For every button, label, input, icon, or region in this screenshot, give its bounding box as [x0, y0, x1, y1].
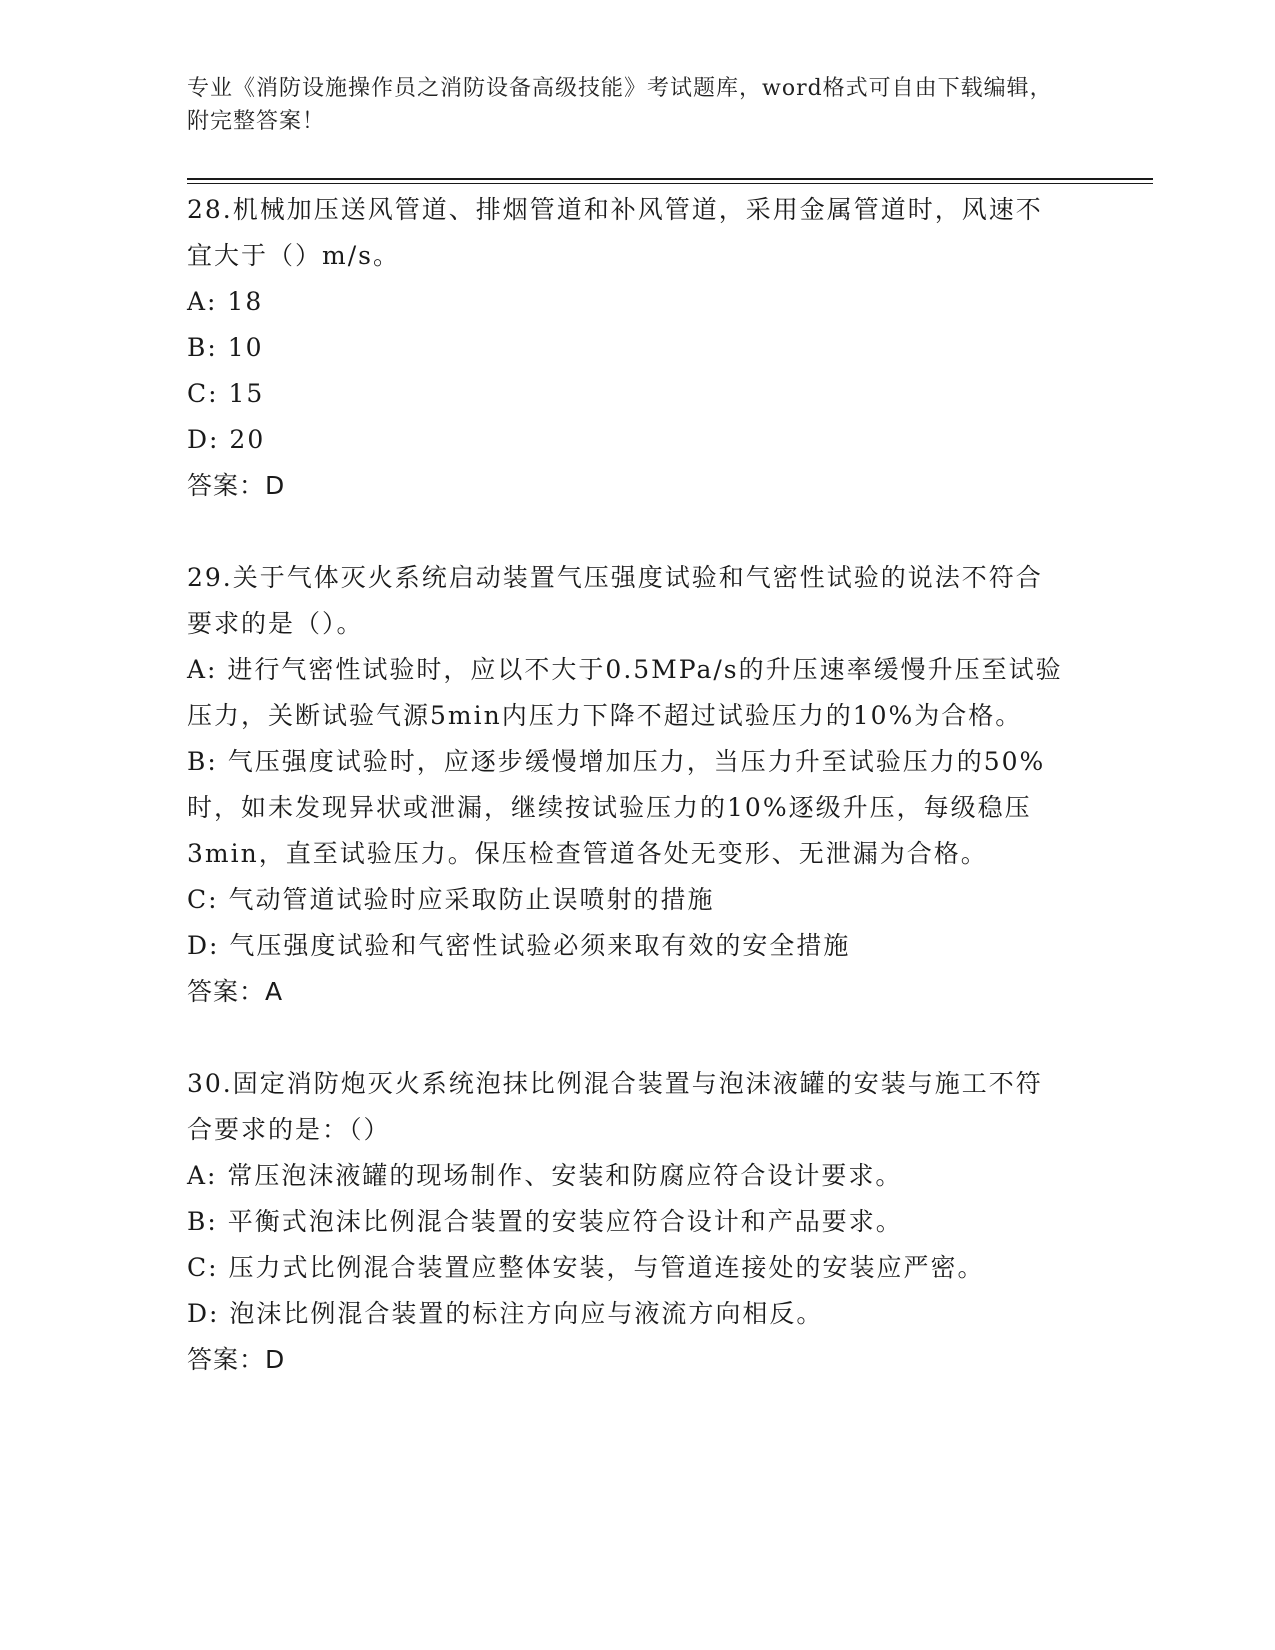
option-b: B: 10: [187, 333, 264, 362]
question-stem: 28.机械加压送风管道、排烟管道和补风管道，采用金属管道时，风速不宜大于（）m/s。: [187, 195, 1043, 270]
header-divider: [187, 178, 1153, 184]
question-list: [187, 187, 1067, 1383]
option-a: A: 18: [187, 287, 264, 316]
option-d: D: 20: [187, 425, 266, 454]
question-stem: 29.关于气体灭火系统启动装置气压强度试验和气密性试验的说法不符合要求的是（）。: [187, 563, 1043, 638]
question-30: [187, 1061, 1067, 1383]
option-c: C: 15: [187, 379, 265, 408]
question-28: [187, 187, 1067, 509]
option-c: C: 气动管道试验时应采取防止误喷射的措施: [187, 885, 715, 914]
option-c: C: 压力式比例混合装置应整体安装，与管道连接处的安装应严密。: [187, 1253, 985, 1282]
answer-line: 答案：A: [187, 977, 284, 1006]
answer-line: 答案：D: [187, 471, 286, 500]
header-text: 专业《消防设施操作员之消防设备高级技能》考试题库，word格式可自由下载编辑，附完整答案！: [187, 76, 1053, 134]
option-d: D: 泡沫比例混合装置的标注方向应与液流方向相反。: [187, 1299, 824, 1328]
document-header: [187, 72, 1067, 138]
question-29: [187, 555, 1067, 1015]
option-a: A: 常压泡沫液罐的现场制作、安装和防腐应符合设计要求。: [187, 1161, 903, 1190]
answer-line: 答案：D: [187, 1345, 286, 1374]
option-b: B: 气压强度试验时，应逐步缓慢增加压力，当压力升至试验压力的50%时，如未发现异状或泄漏，继续按试验压力的10%逐级升压，每级稳压3min，直至试验压力。保压检查管道各处无变形、无泄漏为合格。: [187, 747, 1046, 868]
question-stem: 30.固定消防炮灭火系统泡抹比例混合装置与泡沫液罐的安装与施工不符合要求的是：（）: [187, 1069, 1043, 1144]
option-d: D: 气压强度试验和气密性试验必须来取有效的安全措施: [187, 931, 851, 960]
option-b: B: 平衡式泡沫比例混合装置的安装应符合设计和产品要求。: [187, 1207, 903, 1236]
option-a: A: 进行气密性试验时，应以不大于0.5MPa/s的升压速率缓慢升压至试验压力，关断试验气源5min内压力下降不超过试验压力的10%为合格。: [187, 655, 1063, 730]
